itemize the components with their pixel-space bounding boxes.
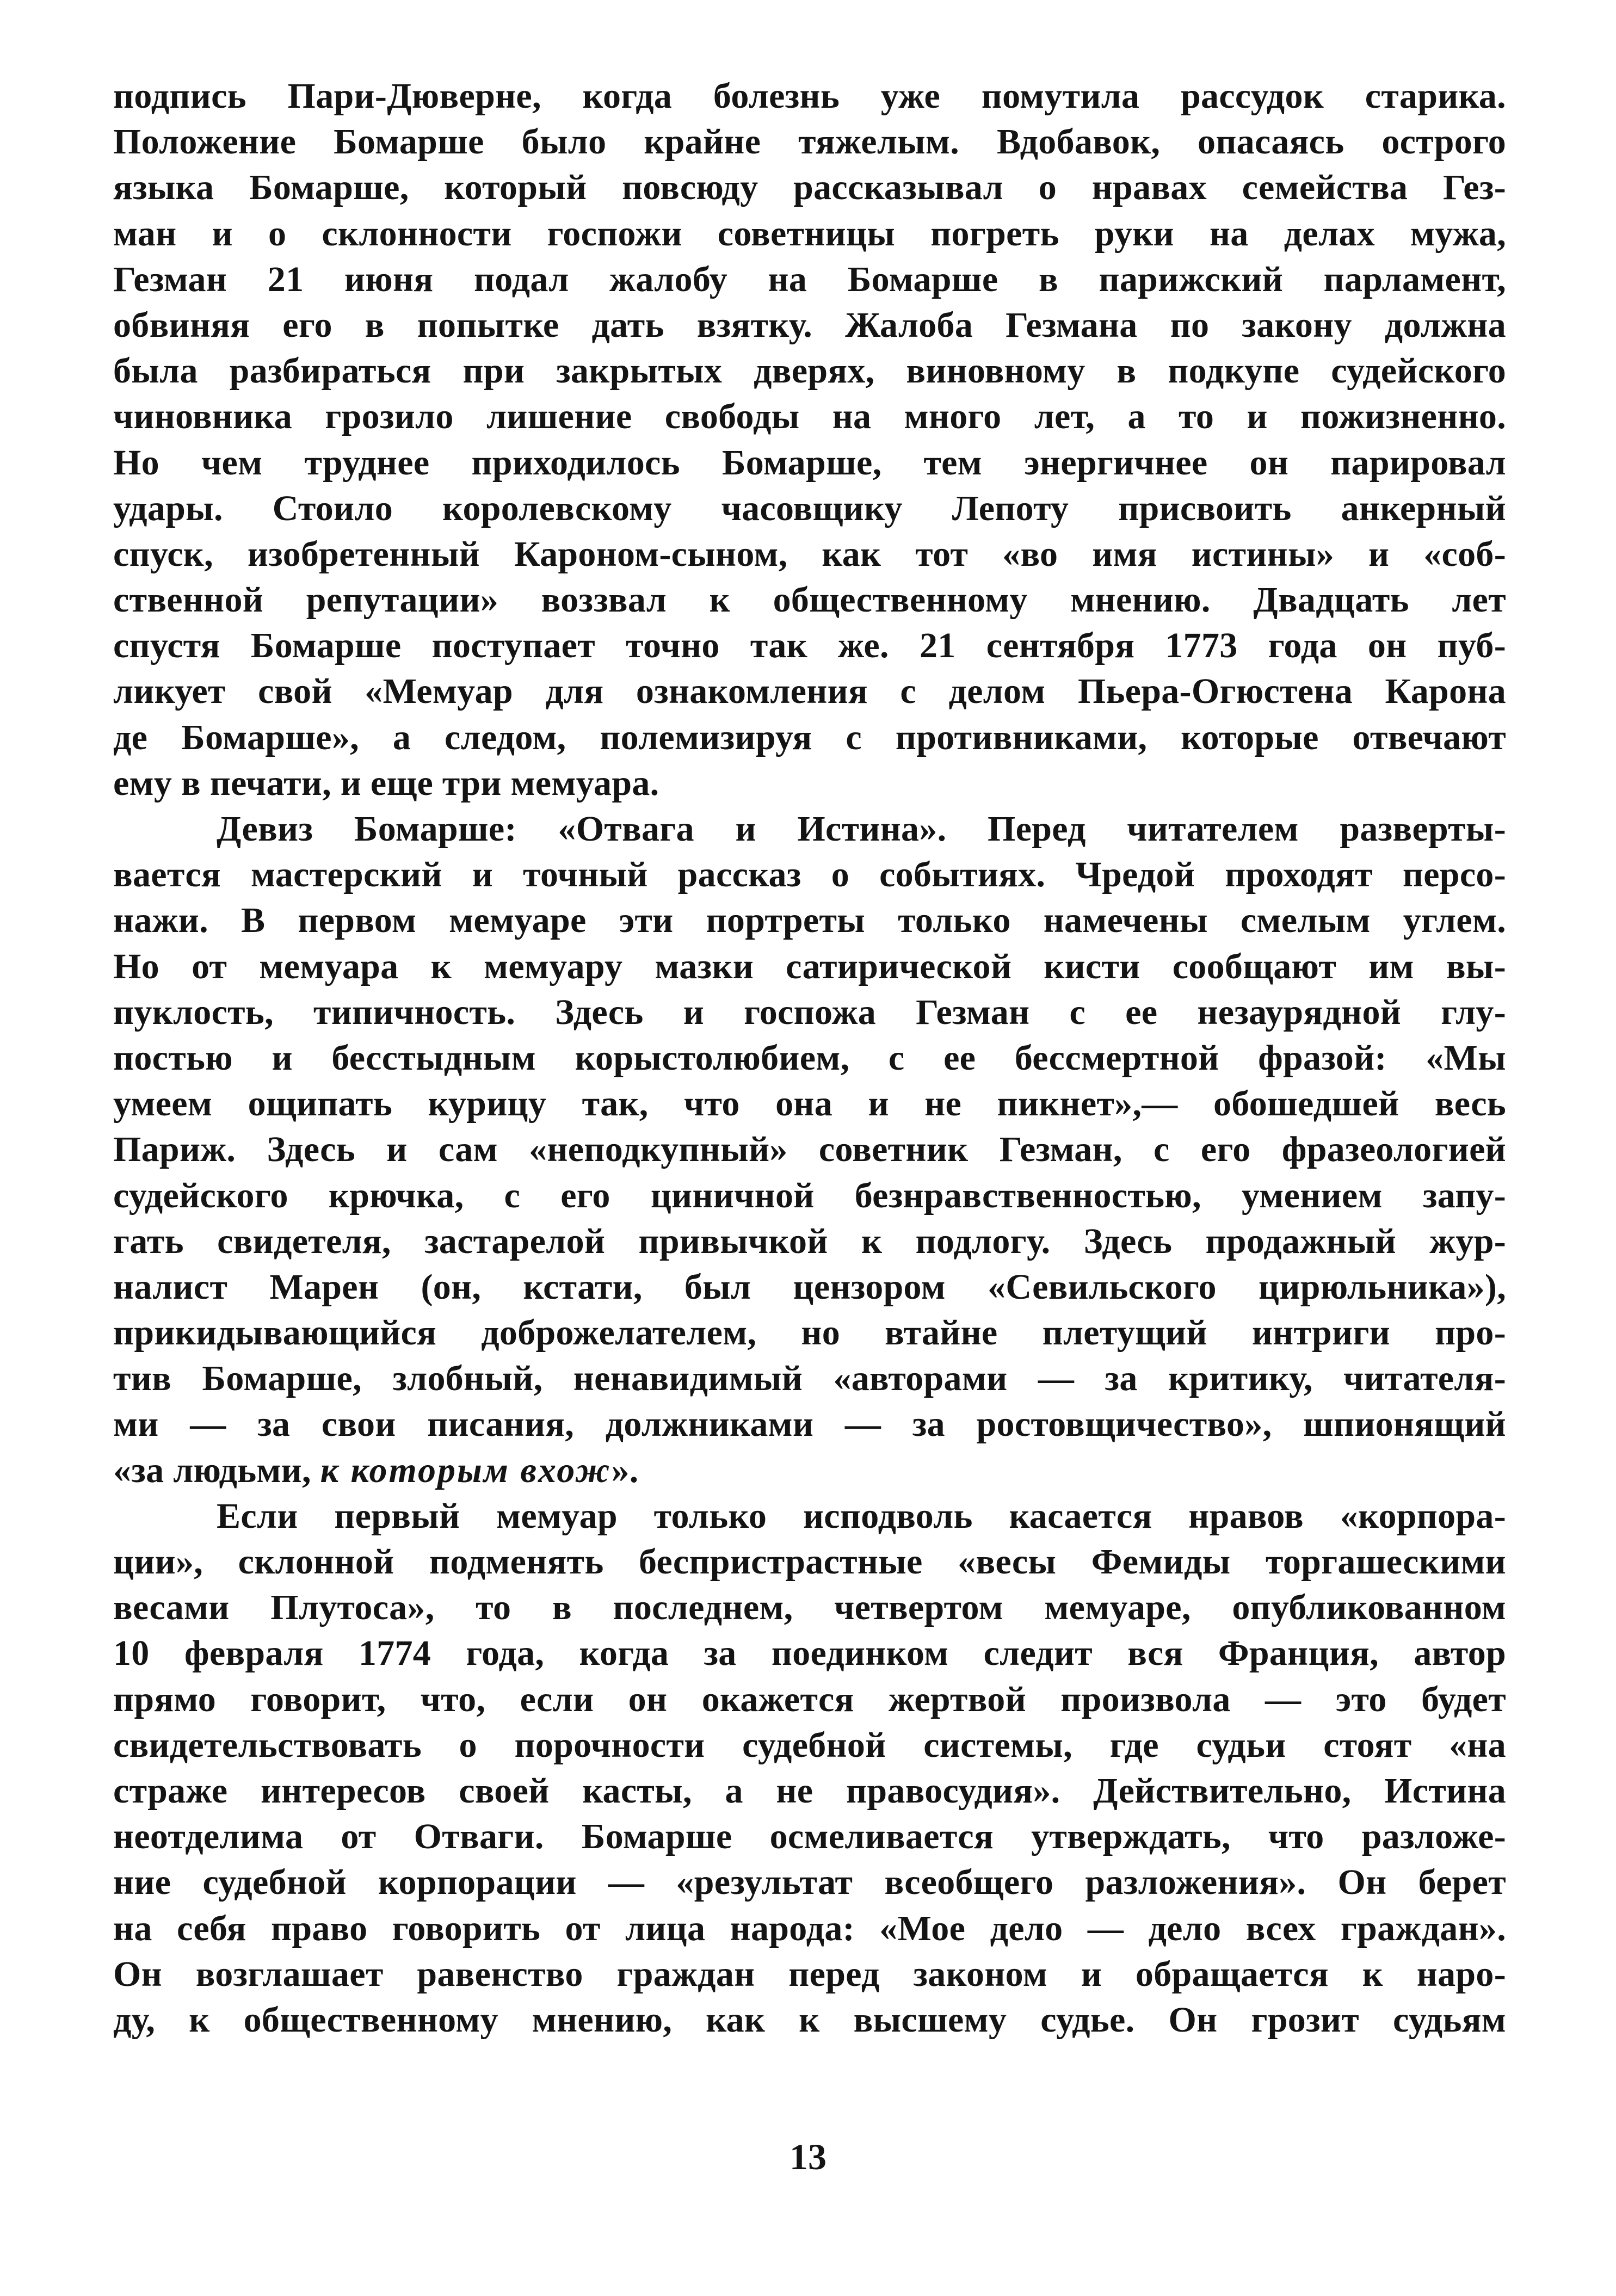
emphasized-quote: к которым вхож (320, 1450, 612, 1490)
text-line: ду, к общественному мнению, как к высшему судье. Он грозит судьям (113, 1999, 1506, 2040)
text-line: подпись Пари-Дюверне, когда болезнь уже помутила рассудок старика. (113, 76, 1506, 116)
text-line: ему в печати, и еще три мемуара. (113, 763, 659, 803)
text-line: ми — за свои писания, должниками — за ростовщичество», шпионящий (113, 1404, 1506, 1445)
page-number: 13 (790, 2136, 826, 2177)
text-line: чиновника грозило лишение свободы на много лет, а то и пожизненно. (113, 397, 1506, 437)
text-line: обвиняя его в попытке дать взятку. Жалоба Гезмана по закону должна (113, 305, 1506, 345)
quote-close-text: ». (611, 1450, 639, 1490)
text-line: неотделима от Отваги. Бомарше осмеливается утверждать, что разложе- (113, 1817, 1506, 1857)
text-line: вается мастерский и точный рассказ о событиях. Чредой проходят персо- (113, 855, 1506, 895)
text-line: пуклость, типичность. Здесь и госпожа Гезман с ее незаурядной глу- (113, 992, 1506, 1032)
text-line: свидетельствовать о порочности судебной системы, где судьи стоят «на (113, 1725, 1506, 1765)
text-line: прямо говорит, что, если он окажется жертвой произвола — это будет (113, 1679, 1506, 1719)
text-line: удары. Стоило королевскому часовщику Лепоту присвоить анкерный (113, 488, 1506, 528)
text-line: постью и бесстыдным корыстолюбием, с ее бессмертной фразой: «Мы (113, 1038, 1506, 1078)
text-line: нажи. В первом мемуаре эти портреты только намечены смелым углем. (113, 900, 1506, 941)
paragraph-2 (113, 806, 1506, 1493)
text-line: ние судебной корпорации — «результат всеобщего разложения». Он берет (113, 1862, 1506, 1903)
text-line: весами Плутоса», то в последнем, четвертом мемуаре, опубликованном (113, 1588, 1506, 1628)
text-line: ман и о склонности госпожи советницы погреть руки на делах мужа, (113, 213, 1506, 254)
text-line: Париж. Здесь и сам «неподкупный» советник Гезман, с его фразеологией (113, 1130, 1506, 1170)
text-line: Но чем труднее приходилось Бомарше, тем энергичнее он парировал (113, 442, 1506, 483)
text-line: Девиз Бомарше: «Отвага и Истина». Перед читателем разверты- (217, 809, 1506, 849)
body-text (113, 73, 1506, 2043)
text-line: на себя право говорить от лица народа: «Мое дело — дело всех граждан». (113, 1908, 1506, 1948)
text-line: Он возглашает равенство граждан перед законом и обращается к наро- (113, 1954, 1506, 1994)
text-line: тив Бомарше, злобный, ненавидимый «авторами — за критику, читателя- (113, 1359, 1506, 1399)
text-line (113, 1448, 1506, 1493)
paragraph-3 (113, 1493, 1506, 2043)
text-line: Положение Бомарше было крайне тяжелым. Вдобавок, опасаясь острого (113, 122, 1506, 162)
text-line: прикидывающийся доброжелателем, но втайне плетущий интриги про- (113, 1313, 1506, 1353)
text-line: ликует свой «Мемуар для ознакомления с делом Пьера-Огюстена Карона (113, 671, 1506, 712)
text-line: спуск, изобретенный Кароном-сыном, как тот «во имя истины» и «соб- (113, 534, 1506, 574)
text-line: умеем ощипать курицу так, что она и не пикнет»,— обошедшей весь (113, 1084, 1506, 1124)
text-line: Если первый мемуар только исподволь касается нравов «корпора- (217, 1496, 1506, 1536)
text-line: языка Бомарше, который повсюду рассказывал о нравах семейства Гез- (113, 168, 1506, 208)
text-line: страже интересов своей касты, а не правосудия». Действительно, Истина (113, 1770, 1506, 1811)
text-line: Гезман 21 июня подал жалобу на Бомарше в парижский парламент, (113, 259, 1506, 299)
text-line: гать свидетеля, застарелой привычкой к подлогу. Здесь продажный жур- (113, 1221, 1506, 1261)
text-line: Но от мемуара к мемуару мазки сатирической кисти сообщают им вы- (113, 946, 1506, 986)
paragraph-1 (113, 73, 1506, 806)
text-line: ственной репутации» воззвал к общественному мнению. Двадцать лет (113, 580, 1506, 620)
text-line: спустя Бомарше поступает точно так же. 21 сентября 1773 года он пуб- (113, 626, 1506, 666)
text-line: была разбираться при закрытых дверях, виновному в подкупе судейского (113, 351, 1506, 391)
text-line: 10 февраля 1774 года, когда за поединком следит вся Франция, автор (113, 1633, 1506, 1674)
quote-open-text: «за людьми, (113, 1450, 320, 1490)
text-line: судейского крючка, с его циничной безнравственностью, умением запу- (113, 1175, 1506, 1215)
text-line: ции», склонной подменять беспристрастные «весы Фемиды торгашескими (113, 1542, 1506, 1582)
text-line: де Бомарше», а следом, полемизируя с противниками, которые отвечают (113, 717, 1506, 757)
text-line: налист Марен (он, кстати, был цензором «Севильского цирюльника»), (113, 1267, 1506, 1307)
